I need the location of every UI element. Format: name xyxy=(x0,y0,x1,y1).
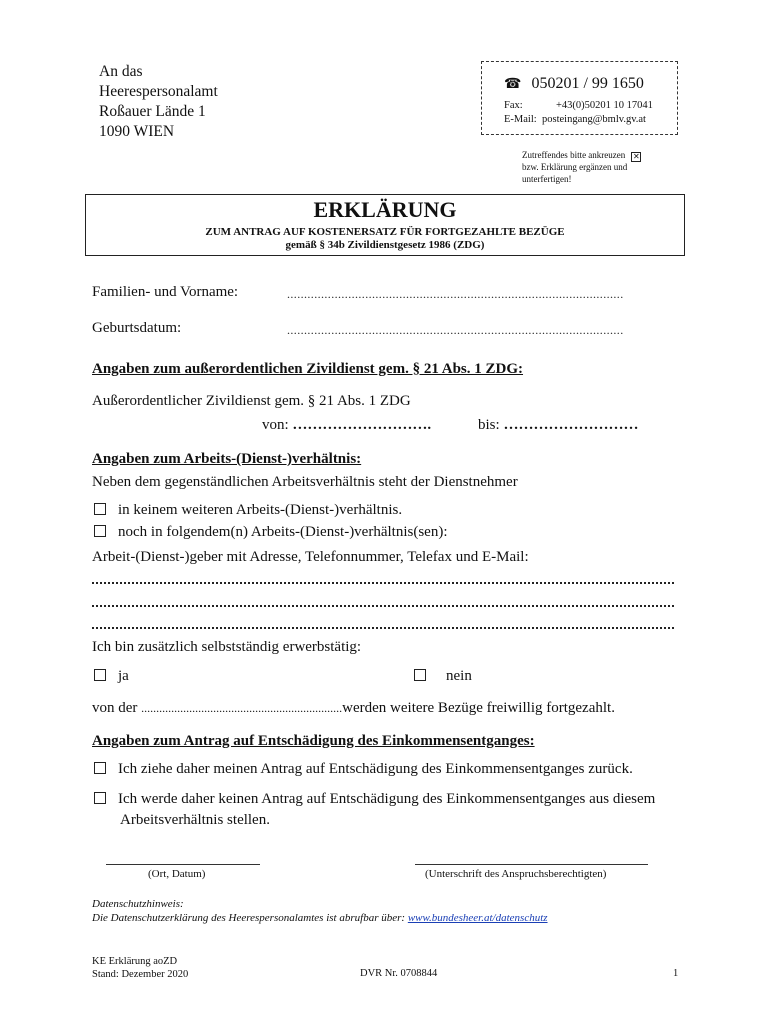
instruction-hint xyxy=(522,150,672,185)
option-no xyxy=(414,668,472,685)
address-line: An das xyxy=(99,63,143,80)
dvr-number: DVR Nr. 0708844 xyxy=(360,968,438,979)
von-label: von: xyxy=(262,417,289,433)
fax-label: Fax: xyxy=(504,100,523,111)
birthdate-field[interactable]: ................................................................................................... xyxy=(287,323,624,337)
option-label: Ich ziehe daher meinen Antrag auf Entschädigung des Einkommensentganges zurück. xyxy=(118,761,633,777)
hint-line: Zutreffendes bitte ankreuzen xyxy=(522,150,626,160)
page-title: ERKLÄRUNG xyxy=(313,197,457,222)
email-row xyxy=(504,114,646,125)
option-no-other-employment xyxy=(94,502,402,519)
option-label: Ich werde daher keinen Antrag auf Entschädigung des Einkommensentganges aus diesem xyxy=(118,791,656,807)
fax-number: +43(0)50201 10 17041 xyxy=(556,100,653,111)
fax-row xyxy=(504,100,653,111)
continued-pay-text: werden weitere Bezüge freiwillig fortgezahlt. xyxy=(342,700,615,716)
employer-field-line[interactable] xyxy=(92,627,674,629)
employer-field-line[interactable] xyxy=(92,605,674,607)
email-label: E-Mail: xyxy=(504,114,537,125)
option-label: noch in folgendem(n) Arbeits-(Dienst-)verhältnis(sen): xyxy=(118,524,448,540)
signature-line[interactable] xyxy=(415,864,648,865)
option-label: nein xyxy=(446,668,472,684)
bis-label: bis: xyxy=(478,417,500,433)
option-withdraw xyxy=(94,761,633,778)
page-number: 1 xyxy=(673,968,679,979)
checked-box-icon: ✕ xyxy=(632,152,640,161)
address-line: Roßauer Lände 1 xyxy=(99,103,206,120)
option-label: ja xyxy=(118,668,129,684)
place-date-line[interactable] xyxy=(106,864,260,865)
employer-field-line[interactable] xyxy=(92,582,674,584)
self-employed-label: Ich bin zusätzlich selbstständig erwerbstätig: xyxy=(92,639,362,655)
title-box xyxy=(85,194,685,256)
section-heading-civil-service: Angaben zum außerordentlichen Zivildienst gem. § 21 Abs. 1 ZDG: xyxy=(92,361,524,377)
privacy-text: Die Datenschutzerklärung des Heerespersonalamtes ist abrufbar über: xyxy=(92,912,406,924)
hint-line: bzw. Erklärung ergänzen und xyxy=(522,162,628,172)
option-no-application xyxy=(94,791,655,808)
privacy-heading: Datenschutzhinweis: xyxy=(92,898,184,910)
phone-number: 050201 / 99 1650 xyxy=(531,75,644,92)
employment-intro: Neben dem gegenständlichen Arbeitsverhältnis steht der Dienstnehmer xyxy=(92,474,518,490)
bis-field[interactable]: ……………………… xyxy=(503,417,639,433)
place-date-label: (Ort, Datum) xyxy=(148,868,206,880)
civil-service-line: Außerordentlicher Zivildienst gem. § 21 Abs. 1 ZDG xyxy=(92,393,411,409)
employer-label: Arbeit-(Dienst-)geber mit Adresse, Telefonnummer, Telefax und E-Mail: xyxy=(92,549,529,565)
checkbox[interactable] xyxy=(94,503,106,515)
address-line: Heerespersonalamt xyxy=(99,83,218,100)
contact-box xyxy=(481,61,678,135)
checkbox[interactable] xyxy=(94,525,106,537)
document-name: KE Erklärung aoZD xyxy=(92,956,178,967)
recipient-address xyxy=(99,62,218,142)
telephone-icon: ☎ xyxy=(504,77,522,92)
section-heading-employment: Angaben zum Arbeits-(Dienst-)verhältnis: xyxy=(92,451,362,467)
footer-left xyxy=(92,955,188,981)
von-der-label: von der xyxy=(92,700,138,716)
email-address: posteingang@bmlv.gv.at xyxy=(542,114,646,125)
checkbox[interactable] xyxy=(94,669,106,681)
option-yes xyxy=(94,668,129,685)
phone-row xyxy=(504,75,644,93)
von-row xyxy=(262,417,431,434)
option-label: in keinem weiteren Arbeits-(Dienst-)verhältnis. xyxy=(118,502,403,518)
name-label: Familien- und Vorname: xyxy=(92,284,239,300)
continued-pay-row xyxy=(92,700,615,717)
document-stand: Stand: Dezember 2020 xyxy=(92,969,189,980)
option-other-employment xyxy=(94,524,448,541)
privacy-notice xyxy=(92,897,548,925)
bis-row xyxy=(478,417,638,434)
hint-line: unterfertigen! xyxy=(522,173,572,184)
signature-label: (Unterschrift des Anspruchsberechtigten) xyxy=(425,868,607,880)
section-heading-compensation: Angaben zum Antrag auf Entschädigung des Einkommensentganges: xyxy=(92,733,535,749)
address-line: 1090 WIEN xyxy=(99,123,175,140)
von-field[interactable]: ………………………. xyxy=(292,417,432,433)
privacy-link[interactable]: www.bundesheer.at/datenschutz xyxy=(407,912,548,924)
option-label-continued: Arbeitsverhältnis stellen. xyxy=(120,812,270,828)
birthdate-label: Geburtsdatum: xyxy=(92,320,182,336)
checkbox[interactable] xyxy=(414,669,426,681)
employer-name-field[interactable]: ................................................................... xyxy=(141,701,343,715)
checkbox[interactable] xyxy=(94,792,106,804)
title-subtitle: ZUM ANTRAG AUF KOSTENERSATZ FÜR FORTGEZAHLTE BEZÜGE xyxy=(205,226,565,238)
checkbox[interactable] xyxy=(94,762,106,774)
name-field[interactable]: ................................................................................................... xyxy=(287,287,624,301)
title-legal-reference: gemäß § 34b Zivildienstgesetz 1986 (ZDG) xyxy=(285,239,485,251)
